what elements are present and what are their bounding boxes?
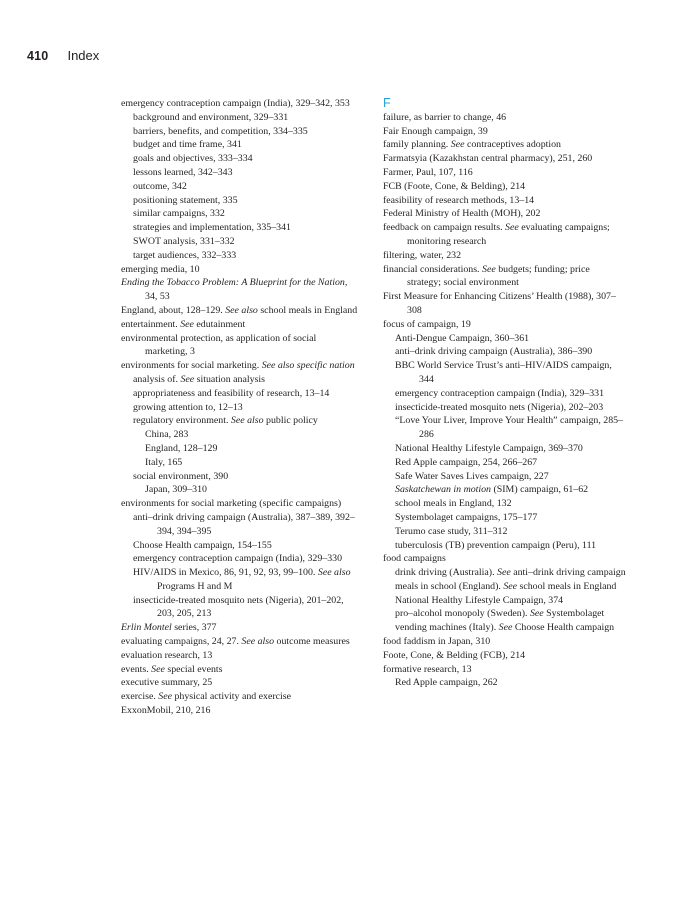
entry-text: Foote, Cone, & Belding (FCB), 214 bbox=[383, 649, 526, 661]
index-entry bbox=[121, 704, 358, 718]
running-head bbox=[27, 48, 99, 66]
entry-text: outcome measures bbox=[274, 636, 350, 648]
entry-text: formative research, 13 bbox=[383, 663, 472, 675]
index-subentry bbox=[121, 594, 358, 622]
entry-text: emergency contraception campaign (India), 329–331 bbox=[395, 387, 605, 399]
entry-text: National Healthy Lifestyle Campaign, 374 bbox=[395, 594, 564, 606]
entry-italic-text: See bbox=[497, 567, 511, 579]
index-entry bbox=[121, 359, 358, 373]
entry-italic-text: See also bbox=[230, 415, 264, 427]
entry-text: public policy bbox=[263, 415, 318, 427]
entry-text: SWOT analysis, 331–332 bbox=[133, 235, 235, 247]
entry-text: environments for social marketing (specific campaigns) bbox=[121, 498, 342, 510]
entry-italic-text: Ending the Tobacco Problem: A Blueprint for the Nation bbox=[121, 277, 345, 289]
entry-text: food campaigns bbox=[383, 553, 446, 565]
entry-text: feedback on campaign results. bbox=[383, 222, 506, 234]
index-subentry bbox=[383, 359, 626, 387]
entry-text: series, 377 bbox=[171, 622, 217, 634]
page-number: 410 bbox=[27, 49, 49, 63]
index-subentry bbox=[121, 235, 358, 249]
entry-text: similar campaigns, 332 bbox=[133, 208, 225, 220]
index-subentry bbox=[383, 401, 626, 415]
entry-text: events. bbox=[121, 663, 152, 675]
entry-text: lessons learned, 342–343 bbox=[133, 166, 233, 178]
entry-text: goals and objectives, 333–334 bbox=[133, 153, 253, 165]
index-subentry bbox=[383, 607, 626, 621]
index-subentry bbox=[121, 166, 358, 180]
entry-text: Farmer, Paul, 107, 116 bbox=[383, 166, 473, 178]
index-entry bbox=[121, 663, 358, 677]
entry-text: appropriateness and feasibility of research, 13–14 bbox=[133, 387, 330, 399]
entry-text: Systembolaget campaigns, 175–177 bbox=[395, 511, 538, 523]
entry-text: evaluating campaigns, 24, 27. bbox=[121, 636, 242, 648]
right-entries bbox=[383, 111, 626, 690]
index-entry bbox=[383, 194, 626, 208]
index-entry bbox=[383, 111, 626, 125]
entry-text: Japan, 309–310 bbox=[145, 484, 207, 496]
entry-italic-text: See bbox=[503, 580, 518, 592]
index-subentry bbox=[383, 483, 626, 497]
entry-text: ExxonMobil, 210, 216 bbox=[121, 705, 211, 717]
entry-text: target audiences, 332–333 bbox=[133, 249, 237, 261]
entry-text: HIV/AIDS in Mexico, 86, 91, 92, 93, 99–100. bbox=[133, 567, 318, 579]
index-entry bbox=[383, 152, 626, 166]
entry-italic-text: See bbox=[180, 373, 195, 385]
index-subentry bbox=[383, 470, 626, 484]
index-entry bbox=[383, 635, 626, 649]
index-subentry bbox=[121, 470, 358, 484]
entry-text: growing attention to, 12–13 bbox=[133, 401, 243, 413]
index-subentry bbox=[121, 428, 358, 442]
entry-text: evaluation research, 13 bbox=[121, 649, 213, 661]
entry-text: school meals in England bbox=[257, 304, 358, 316]
entry-text: physical activity and exercise bbox=[172, 691, 292, 703]
index-entry bbox=[383, 138, 626, 152]
index-entry bbox=[383, 290, 626, 318]
index-subentry bbox=[121, 111, 358, 125]
index-subentry bbox=[383, 525, 626, 539]
entry-text: pro–alcohol monopoly (Sweden). bbox=[395, 608, 530, 620]
entry-text: contraceptives adoption bbox=[464, 139, 561, 151]
index-entry bbox=[383, 263, 626, 291]
index-subentry bbox=[383, 387, 626, 401]
entry-text: strategies and implementation, 335–341 bbox=[133, 222, 291, 234]
entry-text: food faddism in Japan, 310 bbox=[383, 636, 491, 648]
entry-text: outcome, 342 bbox=[133, 180, 187, 192]
entry-text: family planning. bbox=[383, 139, 451, 151]
entry-text: focus of campaign, 19 bbox=[383, 318, 471, 330]
index-column-left bbox=[121, 97, 358, 718]
entry-text: Red Apple campaign, 254, 266–267 bbox=[395, 456, 538, 468]
index-subentry bbox=[383, 332, 626, 346]
index-subentry bbox=[121, 552, 358, 566]
entry-text: anti–drink driving campaign bbox=[510, 567, 626, 579]
entry-text: England, about, 128–129. bbox=[121, 304, 226, 316]
index-entry bbox=[121, 649, 358, 663]
entry-italic-text: See also specific nation bbox=[261, 360, 355, 372]
entry-text: anti–drink driving campaign (Australia), 386–390 bbox=[395, 346, 593, 358]
entry-text: school meals in England, 132 bbox=[395, 498, 512, 510]
entry-italic-text: See bbox=[505, 222, 519, 234]
entry-text: barriers, benefits, and competition, 334–335 bbox=[133, 125, 308, 137]
index-entry bbox=[121, 97, 358, 111]
entry-text: Anti-Dengue Campaign, 360–361 bbox=[395, 332, 530, 344]
index-entry bbox=[383, 552, 626, 566]
index-subentry bbox=[383, 621, 626, 635]
entry-text: insecticide-treated mosquito nets (Nigeria), 201–202, 203, 205, 213 bbox=[133, 594, 344, 620]
entry-text: evaluating campaigns; monitoring research bbox=[407, 222, 610, 247]
index-entry bbox=[121, 635, 358, 649]
entry-text: Terumo case study, 311–312 bbox=[395, 525, 508, 537]
index-entry bbox=[383, 318, 626, 332]
index-subentry bbox=[121, 249, 358, 263]
entry-text: filtering, water, 232 bbox=[383, 249, 462, 261]
index-subentry bbox=[383, 414, 626, 442]
entry-text: special events bbox=[164, 663, 223, 675]
index-entry bbox=[383, 207, 626, 221]
entry-text: (SIM) campaign, 61–62 bbox=[491, 484, 589, 496]
running-title: Index bbox=[67, 48, 100, 63]
entry-text: entertainment. bbox=[121, 318, 181, 330]
entry-text: meals in school (England). bbox=[395, 580, 504, 592]
index-entry bbox=[121, 332, 358, 360]
entry-italic-text: See also bbox=[317, 567, 351, 579]
entry-text: situation analysis bbox=[194, 373, 265, 385]
entry-text: drink driving (Australia). bbox=[395, 567, 498, 579]
entry-text: England, 128–129 bbox=[145, 442, 218, 454]
entry-italic-text: See also bbox=[241, 636, 275, 648]
index-subentry bbox=[383, 580, 626, 594]
index-subentry bbox=[121, 387, 358, 401]
section-letter: F bbox=[383, 96, 391, 110]
index-subentry bbox=[121, 207, 358, 221]
entry-text: emergency contraception campaign (India), 329–330 bbox=[133, 553, 343, 565]
entry-italic-text: See bbox=[482, 263, 496, 275]
index-subentry bbox=[383, 594, 626, 608]
index-subentry bbox=[383, 442, 626, 456]
index-subentry bbox=[121, 456, 358, 470]
index-entry bbox=[121, 276, 358, 304]
entry-italic-text: See bbox=[180, 318, 194, 330]
entry-text: analysis of. bbox=[133, 373, 181, 385]
entry-text: failure, as barrier to change, 46 bbox=[383, 111, 507, 123]
index-entry bbox=[383, 180, 626, 194]
entry-text: exercise. bbox=[121, 691, 159, 703]
index-entry bbox=[121, 676, 358, 690]
entry-text: tuberculosis (TB) prevention campaign (Peru), 111 bbox=[395, 539, 597, 551]
entry-italic-text: See bbox=[498, 622, 513, 634]
entry-text: Systembolaget bbox=[543, 608, 605, 620]
index-subentry bbox=[121, 414, 358, 428]
index-subentry bbox=[121, 180, 358, 194]
index-entry bbox=[121, 497, 358, 511]
index-entry bbox=[121, 621, 358, 635]
entry-italic-text: See bbox=[158, 691, 173, 703]
entry-text: anti–drink driving campaign (Australia), 387–389, 392–394, 394–395 bbox=[133, 511, 355, 537]
entry-text: emergency contraception campaign (India), 329–342, 353 bbox=[121, 98, 350, 109]
index-entry bbox=[121, 304, 358, 318]
entry-text: BBC World Service Trust’s anti–HIV/AIDS campaign, 344 bbox=[395, 360, 612, 385]
entry-text: positioning statement, 335 bbox=[133, 194, 238, 206]
index-subentry bbox=[383, 345, 626, 359]
entry-text: Choose Health campaign bbox=[512, 622, 615, 634]
index-subentry bbox=[121, 511, 358, 539]
entry-text: background and environment, 329–331 bbox=[133, 111, 289, 123]
entry-text: Red Apple campaign, 262 bbox=[395, 677, 498, 689]
entry-text: FCB (Foote, Cone, & Belding), 214 bbox=[383, 180, 526, 192]
index-subentry bbox=[121, 152, 358, 166]
entry-text: , 34, 53 bbox=[145, 277, 348, 303]
entry-text: vending machines (Italy). bbox=[395, 622, 499, 634]
entry-text: financial considerations. bbox=[383, 263, 482, 275]
index-entry bbox=[383, 221, 626, 249]
index-subentry bbox=[383, 497, 626, 511]
index-subentry bbox=[121, 566, 358, 594]
entry-italic-text: See bbox=[450, 139, 465, 151]
entry-text: edutainment bbox=[193, 318, 246, 330]
index-subentry bbox=[121, 539, 358, 553]
entry-text: emerging media, 10 bbox=[121, 263, 200, 275]
entry-text: First Measure for Enhancing Citizens’ Health (1988), 307–308 bbox=[383, 291, 616, 316]
entry-text: Programs H and M bbox=[157, 580, 233, 592]
entry-italic-text: Erlin Montel bbox=[121, 622, 172, 634]
index-subentry bbox=[121, 483, 358, 497]
index-entry bbox=[383, 166, 626, 180]
entry-text: budgets; funding; price strategy; social environment bbox=[407, 263, 590, 289]
index-subentry bbox=[121, 373, 358, 387]
index-entry bbox=[383, 249, 626, 263]
index-subentry bbox=[121, 125, 358, 139]
entry-text: China, 283 bbox=[145, 429, 189, 441]
index-subentry bbox=[383, 676, 626, 690]
entry-text: budget and time frame, 341 bbox=[133, 139, 242, 151]
entry-italic-text: See bbox=[151, 663, 165, 675]
index-subentry bbox=[121, 194, 358, 208]
entry-italic-text: Saskatchewan in motion bbox=[395, 484, 491, 496]
entry-text: “Love Your Liver, Improve Your Health” campaign, 285–286 bbox=[395, 415, 624, 441]
entry-text: Safe Water Saves Lives campaign, 227 bbox=[395, 470, 549, 482]
index-entry bbox=[121, 263, 358, 277]
index-entry bbox=[383, 125, 626, 139]
entry-text: National Healthy Lifestyle Campaign, 369–370 bbox=[395, 442, 583, 454]
entry-text: Farmatsyia (Kazakhstan central pharmacy), 251, 260 bbox=[383, 153, 593, 165]
entry-text: Fair Enough campaign, 39 bbox=[383, 125, 488, 137]
index-subentry bbox=[383, 539, 626, 553]
entry-text: school meals in England bbox=[517, 580, 617, 592]
index-entry bbox=[383, 663, 626, 677]
entry-text: insecticide-treated mosquito nets (Nigeria), 202–203 bbox=[395, 401, 604, 413]
entry-text: Federal Ministry of Health (MOH), 202 bbox=[383, 208, 541, 220]
entry-text: Italy, 165 bbox=[145, 456, 183, 468]
entry-text: environmental protection, as application of social marketing, 3 bbox=[121, 332, 317, 358]
entry-italic-text: See bbox=[529, 608, 544, 620]
entry-text: social environment, 390 bbox=[133, 470, 229, 482]
index-subentry bbox=[383, 511, 626, 525]
index-subentry bbox=[121, 138, 358, 152]
entry-text: feasibility of research methods, 13–14 bbox=[383, 194, 535, 206]
index-subentry bbox=[121, 401, 358, 415]
index-subentry bbox=[121, 442, 358, 456]
index-subentry bbox=[383, 566, 626, 580]
index-entry bbox=[121, 318, 358, 332]
index-subentry bbox=[121, 221, 358, 235]
entry-italic-text: See also bbox=[225, 304, 258, 316]
entry-text: Choose Health campaign, 154–155 bbox=[133, 539, 272, 551]
index-entry bbox=[121, 690, 358, 704]
entry-text: environments for social marketing. bbox=[121, 360, 262, 372]
entry-text: executive summary, 25 bbox=[121, 677, 213, 689]
index-subentry bbox=[383, 456, 626, 470]
index-column-right bbox=[383, 97, 626, 690]
entry-text: regulatory environment. bbox=[133, 415, 231, 427]
index-entry bbox=[383, 649, 626, 663]
